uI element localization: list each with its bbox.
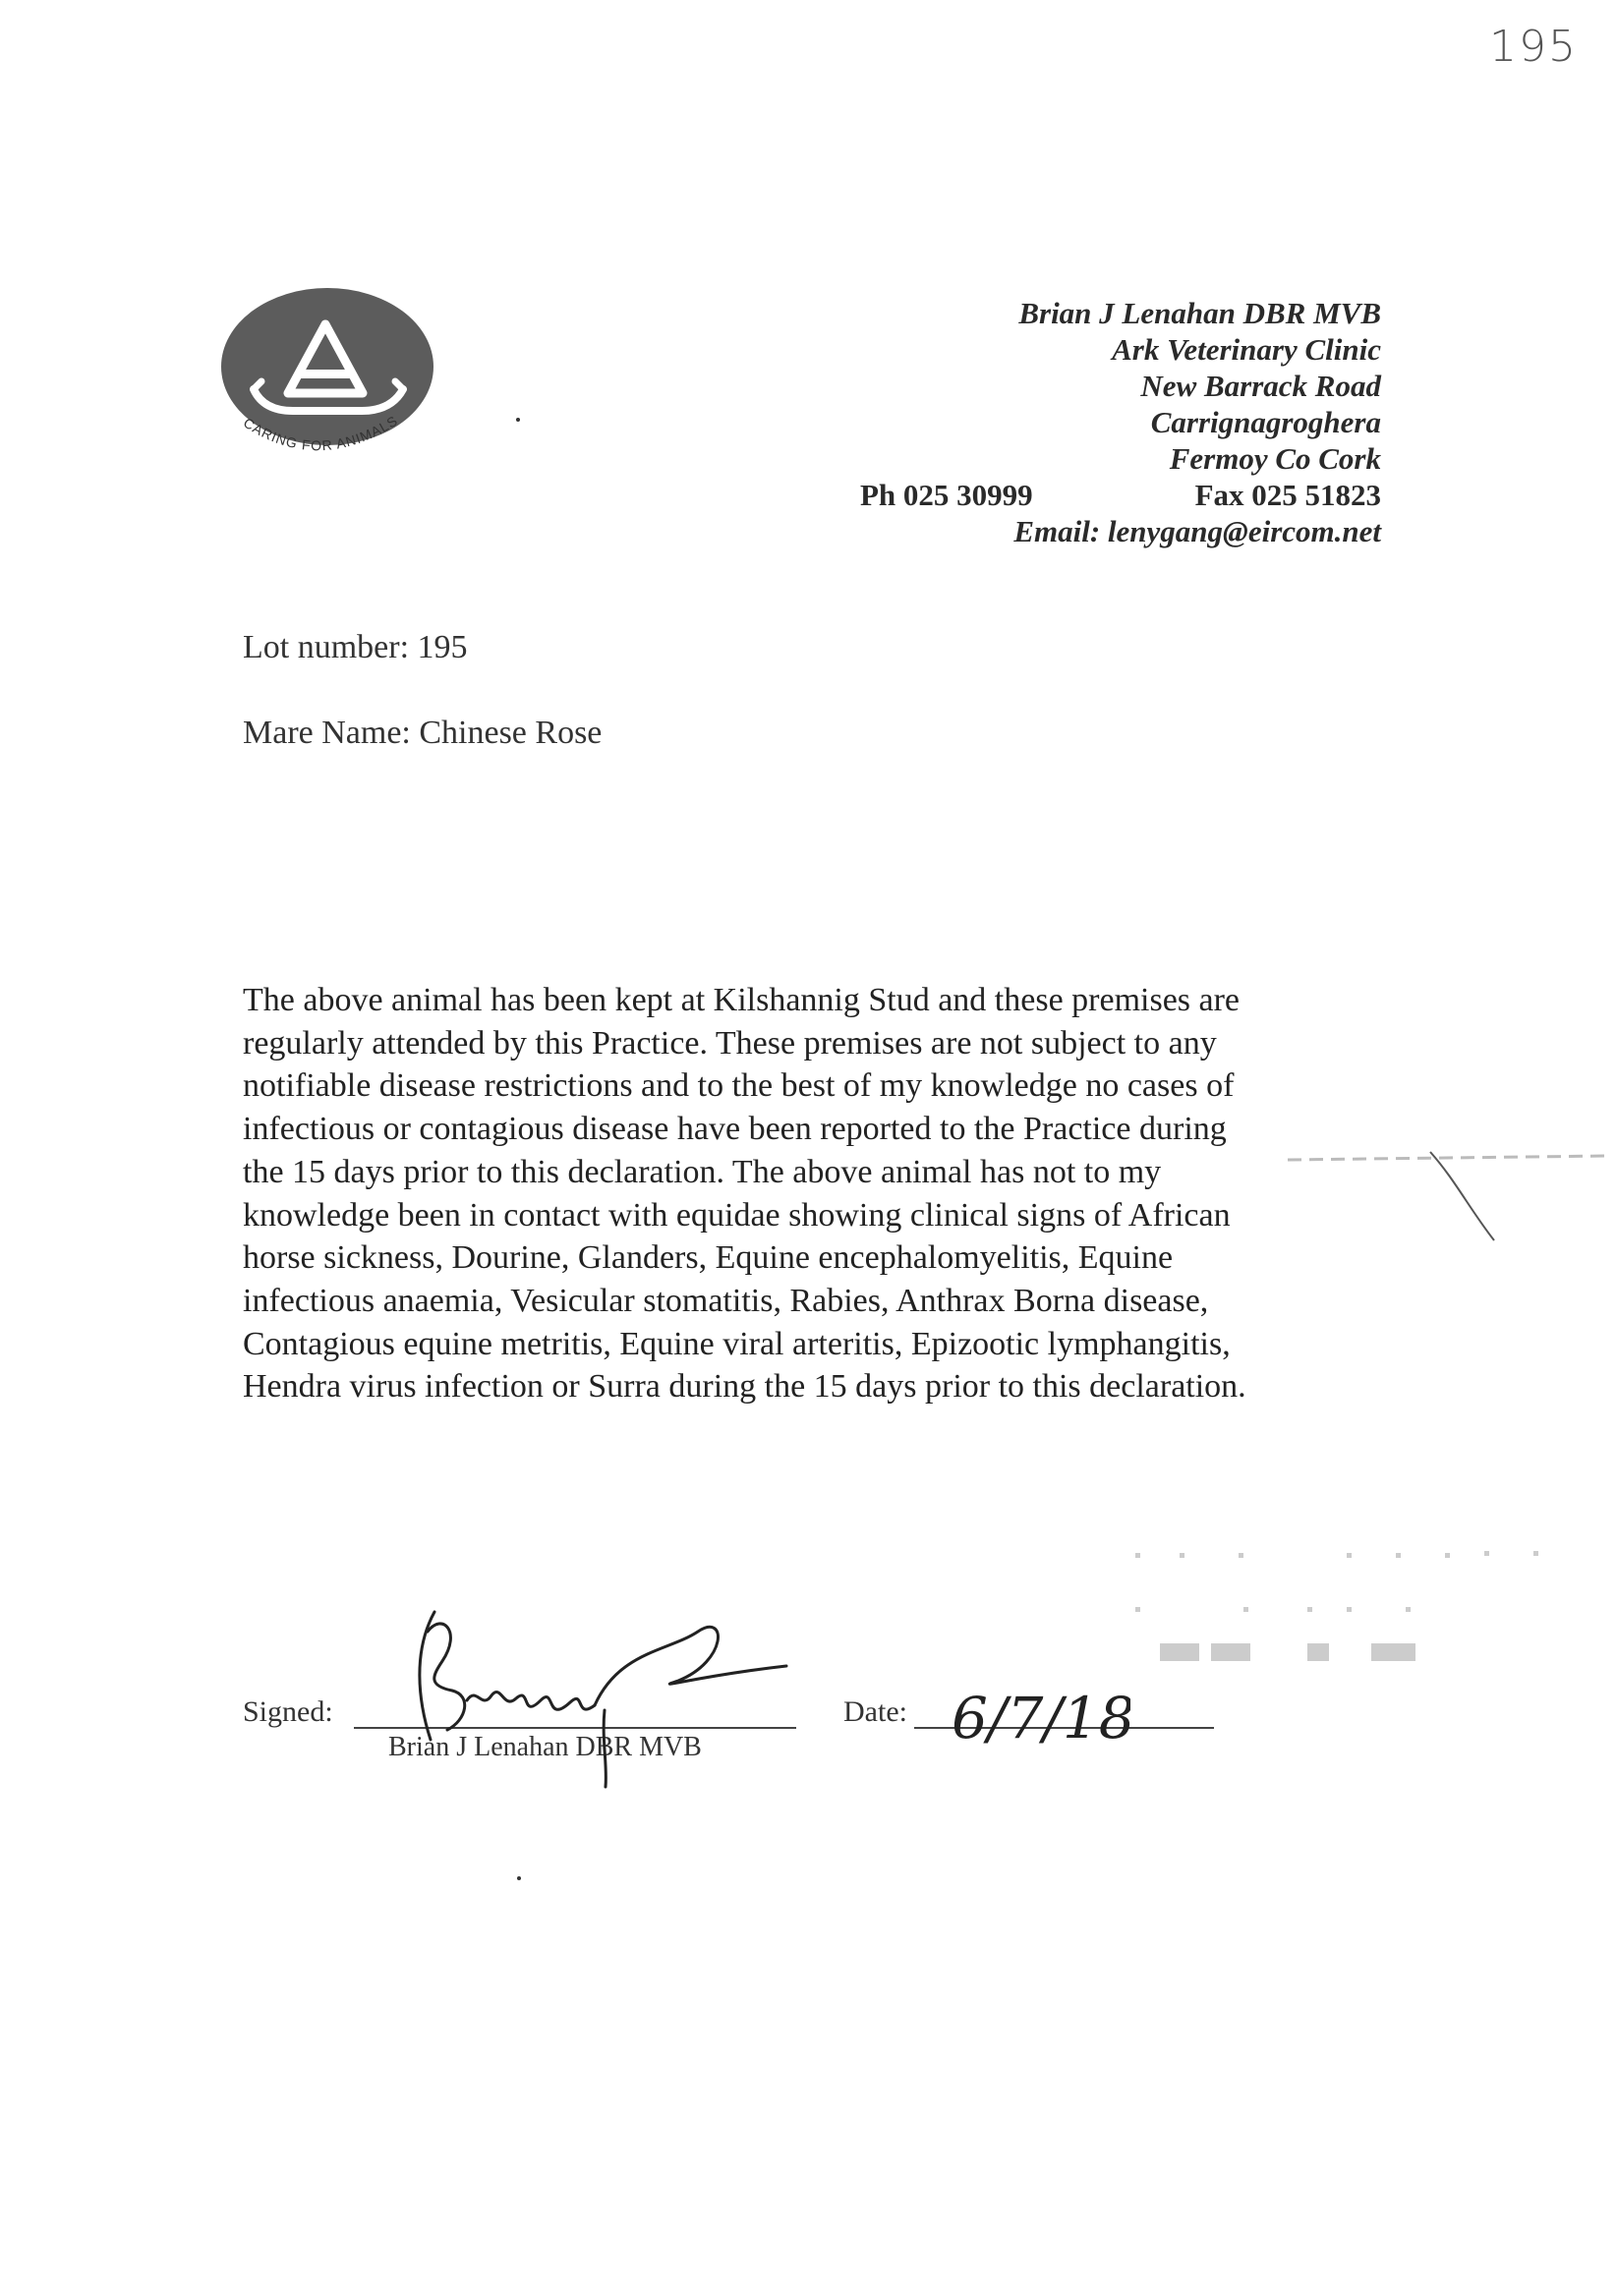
contact-line bbox=[786, 477, 1381, 513]
letterhead bbox=[786, 295, 1381, 549]
clinic-name: Ark Veterinary Clinic bbox=[1112, 332, 1381, 367]
declaration-paragraph bbox=[243, 979, 1373, 1408]
signer-name: Brian J Lenahan DBR MVB bbox=[388, 1732, 702, 1762]
declaration-line: infectious anaemia, Vesicular stomatitis, Rabies, Anthrax Borna disease, bbox=[243, 1282, 1209, 1319]
page-number: 195 bbox=[1489, 22, 1578, 72]
mare-name: Mare Name: Chinese Rose bbox=[243, 715, 603, 751]
vet-name: Brian J Lenahan DBR MVB bbox=[1018, 296, 1381, 330]
clinic-logo bbox=[214, 283, 450, 480]
declaration-line: notifiable disease restrictions and to the best of my knowledge no cases of bbox=[243, 1067, 1235, 1105]
address-line-3: Fermoy Co Cork bbox=[1169, 441, 1381, 476]
email-address: Email: lenygang@eircom.net bbox=[1013, 514, 1381, 548]
declaration-line: Hendra virus infection or Surra during the 15 days prior to this declaration. bbox=[243, 1368, 1246, 1406]
declaration-line: Contagious equine metritis, Equine viral arteritis, Epizootic lymphangitis, bbox=[243, 1325, 1231, 1362]
address-line-1: New Barrack Road bbox=[1140, 369, 1381, 403]
handwritten-date bbox=[944, 1671, 1130, 1779]
address-line-2: Carrignagroghera bbox=[1150, 405, 1381, 439]
logo-tagline: CARING FOR ANIMALS bbox=[240, 412, 401, 454]
date-value: 6/7/18 bbox=[952, 1685, 1130, 1751]
declaration-line: the 15 days prior to this declaration. The above animal has not to my bbox=[243, 1153, 1162, 1190]
fax-number: Fax 025 51823 bbox=[1194, 478, 1381, 512]
signature-icon bbox=[374, 1592, 845, 1789]
declaration-line: infectious or contagious disease have been reported to the Practice during bbox=[243, 1111, 1227, 1148]
ark-clinic-logo-icon bbox=[214, 283, 450, 480]
date-handwriting-icon bbox=[944, 1671, 1130, 1779]
phone-number: Ph 025 30999 bbox=[860, 478, 1033, 512]
signed-label: Signed: bbox=[243, 1695, 333, 1728]
declaration-line: horse sickness, Dourine, Glanders, Equine encephalomyelitis, Equine bbox=[243, 1239, 1174, 1277]
lot-number: Lot number: 195 bbox=[243, 629, 468, 665]
declaration-line: knowledge been in contact with equidae showing clinical signs of African bbox=[243, 1196, 1231, 1234]
handwritten-signature bbox=[374, 1592, 845, 1789]
declaration-line: The above animal has been kept at Kilshannig Stud and these premises are bbox=[243, 982, 1241, 1018]
date-label: Date: bbox=[843, 1695, 907, 1728]
declaration-line: regularly attended by this Practice. These premises are not subject to any bbox=[243, 1024, 1217, 1062]
